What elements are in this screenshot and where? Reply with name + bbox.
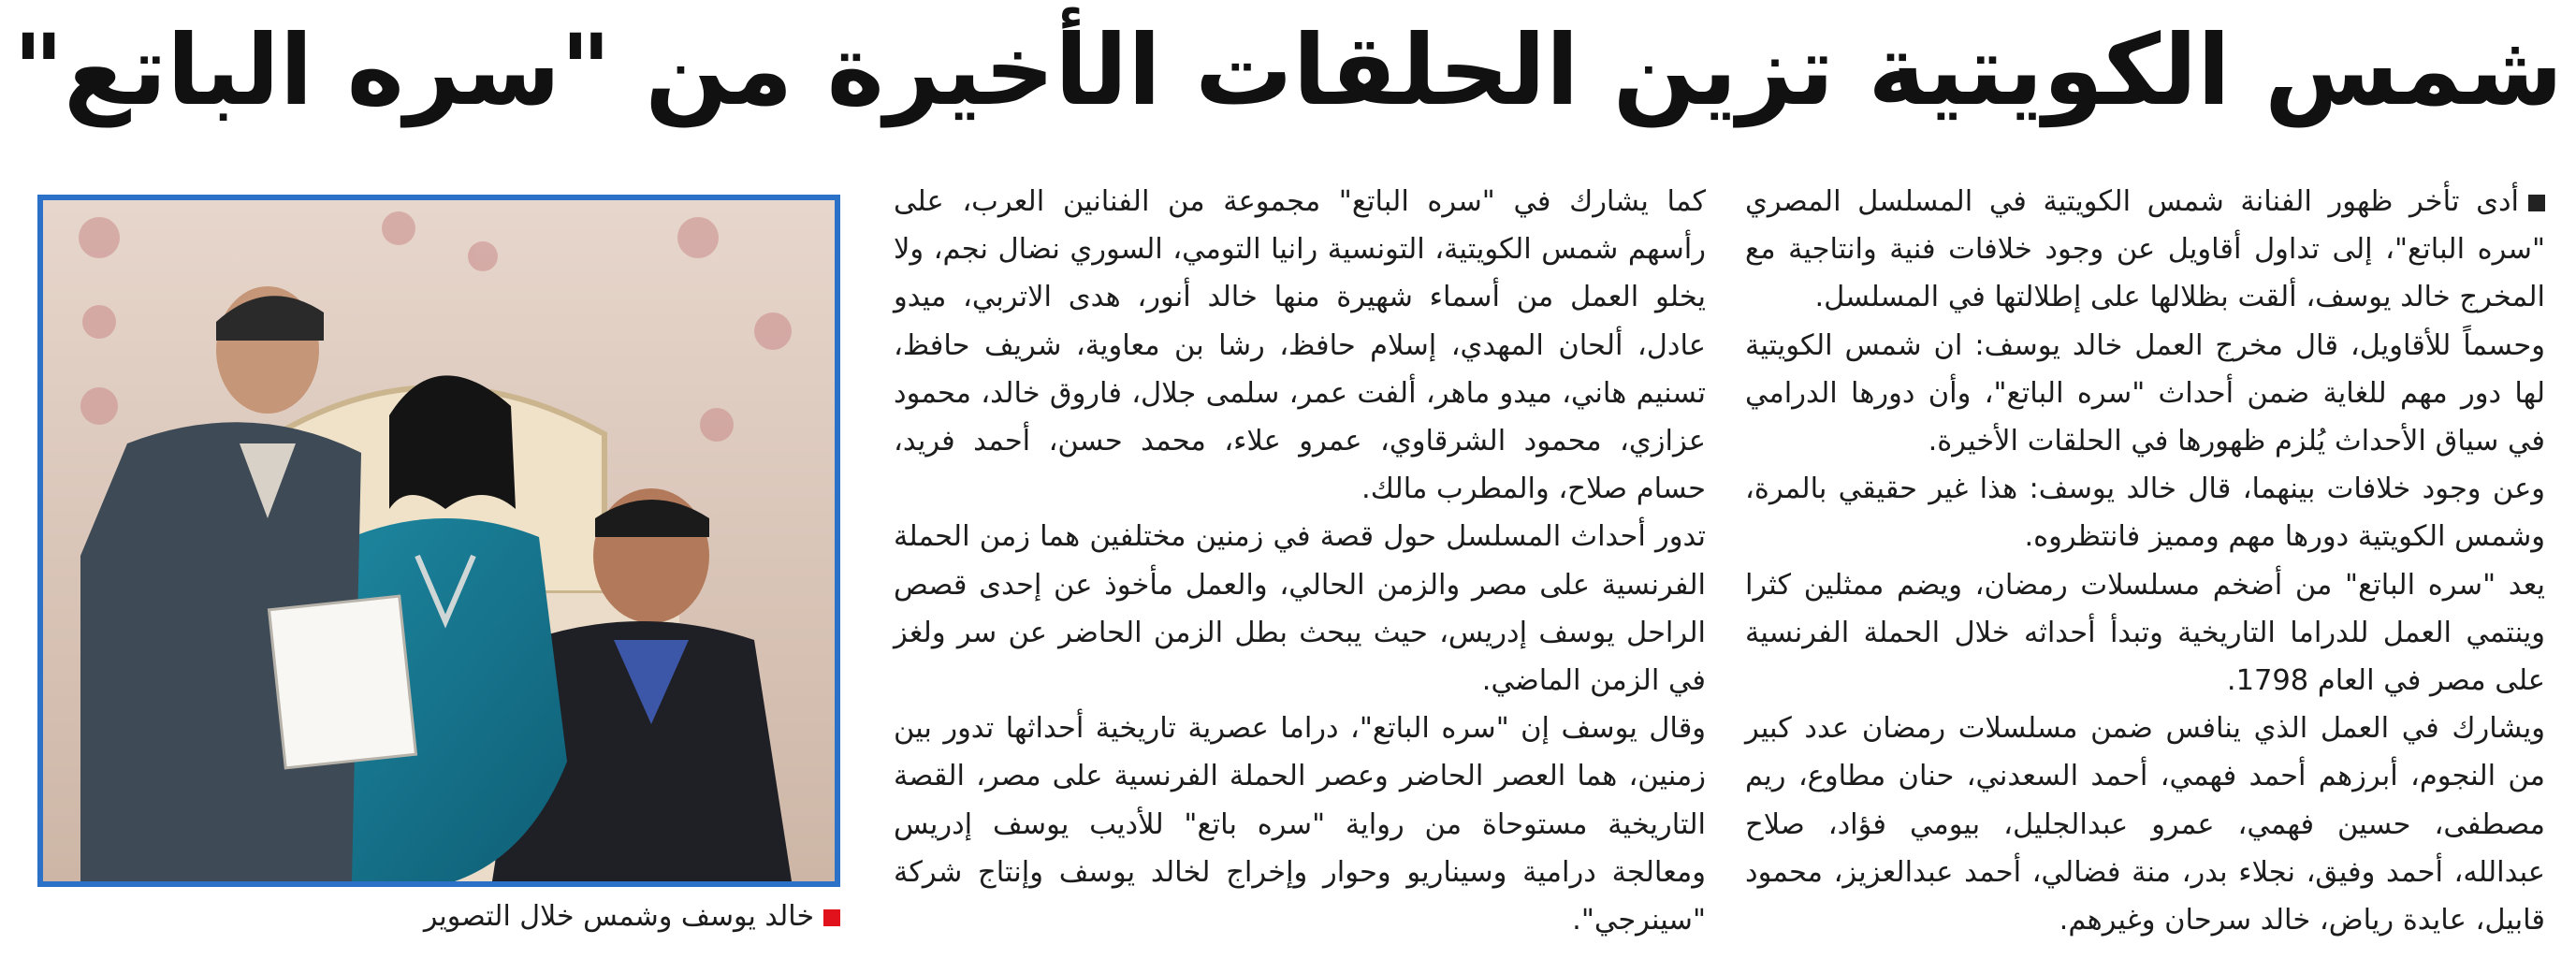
paragraph: كما يشارك في "سره الباتع" مجموعة من الفنانين العرب، على رأسهم شمس الكويتية، التونسية رانيا التومي، السوري نضال نجم، ولا يخلو العمل من أسماء شهيرة منها خالد أنور، هدى الاتربي، ميدو عادل، ألحان المهدي، إسلام حافظ، رشا بن معاوية، شريف حافظ، تسنيم هاني، ميدو ماهر، ألفت عمر، سلمى جلال، فاروق خالد، محمود عزازي، محمود الشرقاوي، عمرو علاء، محمد حسن، أحمد فريد، حسام صلاح، والمطرب مالك. bbox=[894, 185, 1706, 506]
paragraph: وحسماً للأقاويل، قال مخرج العمل خالد يوسف: ان شمس الكويتية لها دور مهم للغاية ضمن أحداث "سره الباتع"، وأن دورها الدرامي في سياق الأحداث يُلزم ظهورها في الحلقات الأخيرة. bbox=[1745, 328, 2545, 458]
paragraph: يعد "سره الباتع" من أضخم مسلسلات رمضان، ويضم ممثلين كثرا وينتمي العمل للدراما التاريخية وتبدأ أحداثه خلال الحملة الفرنسية على مصر في العام 1798. bbox=[1745, 568, 2545, 698]
article-headline: شمس الكويتية تزين الحلقات الأخيرة من "سره الباتع" bbox=[12, 13, 2564, 127]
paragraph: وقال يوسف إن "سره الباتع"، دراما عصرية تاريخية أحداثها تدور بين زمنين، هما العصر الحاضر وعصر الحملة الفرنسية على مصر، القصة التاريخية مستوحاة من رواية "سره باتع" للأديب يوسف إدريس ومعالجة درامية وسيناريو وحوار وإخراج لخالد يوسف وإنتاج شركة "سينرجي". bbox=[894, 712, 1706, 937]
paragraph bbox=[1745, 178, 2545, 322]
paragraph-text: أدى تأخر ظهور الفنانة شمس الكويتية في المسلسل المصري "سره الباتع"، إلى تداول أقاويل عن وجود خلافات فنية وانتاجية مع المخرج خالد يوسف، ألقت بظلالها على إطلالتها في المسلسل. bbox=[1745, 185, 2545, 314]
photo-caption bbox=[37, 898, 840, 936]
paragraph: وعن وجود خلافات بينهما، قال خالد يوسف: هذا غير حقيقي بالمرة، وشمس الكويتية دورها مهم ومميز فانتظروه. bbox=[1745, 472, 2545, 554]
paragraph: تدور أحداث المسلسل حول قصة في زمنين مختلفين هما زمن الحملة الفرنسية على مصر والزمن الحالي، والعمل مأخوذ عن إحدى قصص الراحل يوسف إدريس، حيث يبحث بطل الزمن الحاضر عن سر ولغز في الزمن الماضي. bbox=[894, 520, 1706, 698]
bullet-square-icon bbox=[2528, 195, 2545, 211]
caption-text: خالد يوسف وشمس خلال التصوير bbox=[423, 900, 814, 933]
photo-illustration bbox=[43, 200, 835, 881]
paragraph: ويشارك في العمل الذي ينافس ضمن مسلسلات رمضان عدد كبير من النجوم، أبرزهم أحمد فهمي، أحمد السعدني، حنان مطاوع، ريم مصطفى، حسين فهمي، عمرو عبدالجليل، بيومي فؤاد، صلاح عبدالله، أحمد وفيق، نجلاء بدر، منة فضالي، أحمد عبدالعزيز، محمود قابيل، عايدة رياض، خالد سرحان وغيرهم. bbox=[1745, 712, 2545, 937]
article-column-middle bbox=[894, 178, 1706, 944]
article-photo bbox=[37, 195, 840, 887]
caption-square-icon bbox=[823, 909, 840, 926]
article-column-right bbox=[1745, 178, 2545, 944]
